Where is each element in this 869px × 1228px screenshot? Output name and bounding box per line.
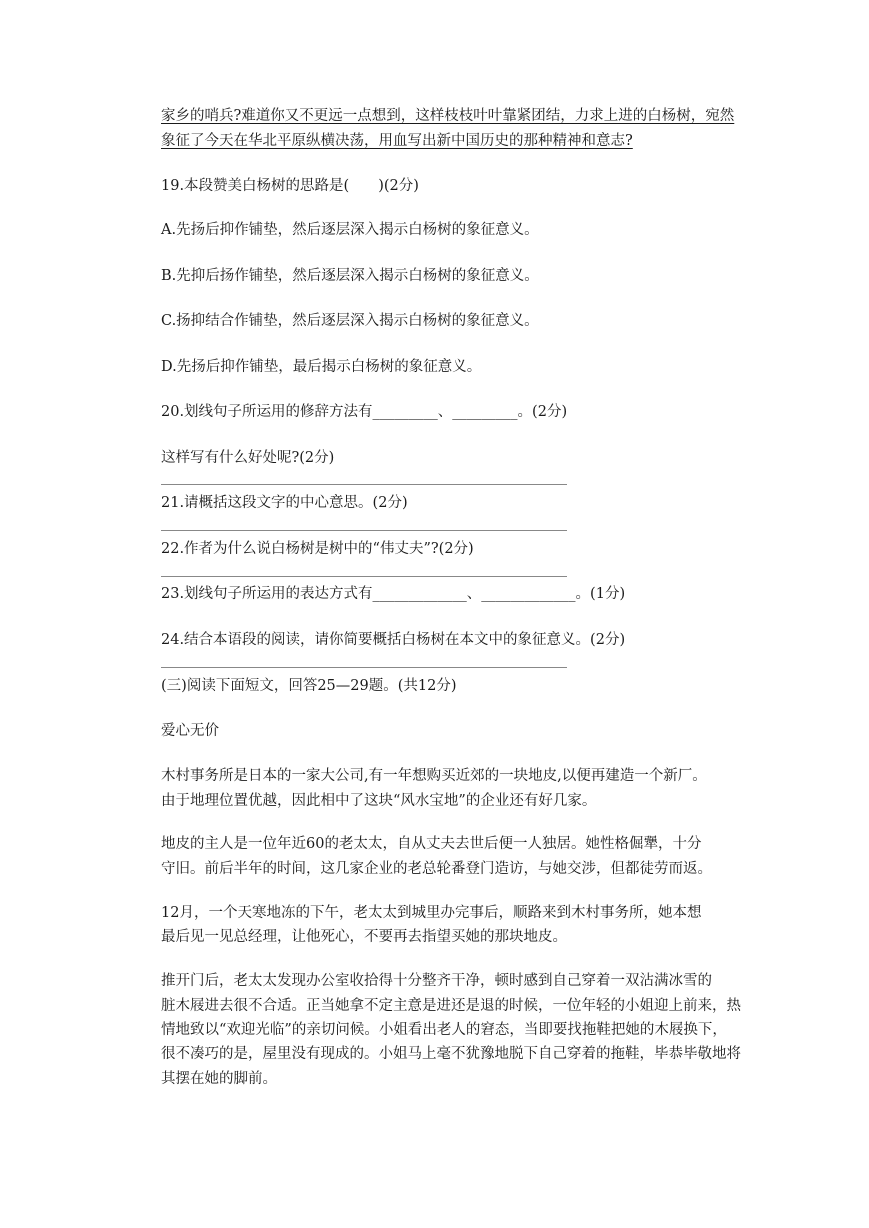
- underlined-passage-line-2: 象征了今天在华北平原纵横决荡，用血写出新中国历史的那种精神和意志?: [161, 133, 633, 149]
- passage-paragraph-4-line-2: 脏木屐进去很不合适。正当她拿不定主意是进还是退的时候，一位年轻的小姐迎上前来，热: [161, 998, 741, 1014]
- passage-title: 爱心无价: [161, 723, 219, 739]
- passage-paragraph-4-line-3: 情地致以“欢迎光临”的亲切问候。小姐看出老人的窘态，当即要找拖鞋把她的木屐换下，: [161, 1022, 727, 1038]
- passage-paragraph-4-line-4: 很不凑巧的是，屋里没有现成的。小姐马上毫不犹豫地脱下自己穿着的拖鞋，毕恭毕敬地将: [161, 1046, 741, 1062]
- passage-paragraph-2-line-2: 守旧。前后半年的时间，这几家企业的老总轮番登门造访，与她交涉，但都徒劳而返。: [161, 861, 712, 877]
- passage-paragraph-2-line-1: 地皮的主人是一位年近60的老太太，自从丈夫去世后便一人独居。她性格倔犟，十分: [161, 836, 702, 852]
- passage-paragraph-3-line-1: 12月，一个天寒地冻的下午，老太太到城里办完事后，顺路来到木村事务所，她本想: [161, 905, 702, 921]
- question-21-stem: 21.请概括这段文字的中心意思。(2分): [161, 495, 408, 511]
- question-20-stem: 20.划线句子所运用的修辞方法有_________、_________。(2分): [161, 404, 568, 420]
- question-23-stem: 23.划线句子所运用的表达方式有_____________、_____________。(1分): [161, 586, 626, 602]
- passage-paragraph-1-line-1: 木村事务所是日本的一家大公司,有一年想购买近郊的一块地皮,以便再建造一个新厂。: [161, 768, 707, 784]
- question-19-option-c: C.扬抑结合作铺垫，然后逐层深入揭示白杨树的象征意义。: [161, 313, 539, 329]
- passage-paragraph-4-line-5: 其摆在她的脚前。: [161, 1071, 277, 1087]
- question-19-option-a: A.先扬后抑作铺垫，然后逐层深入揭示白杨树的象征意义。: [161, 222, 539, 238]
- question-19-option-d: D.先扬后抑作铺垫，最后揭示白杨树的象征意义。: [161, 359, 482, 375]
- question-19-option-b: B.先抑后扬作铺垫，然后逐层深入揭示白杨树的象征意义。: [161, 268, 539, 284]
- passage-paragraph-3-line-2: 最后见一见总经理，让他死心，不要再去指望买她的那块地皮。: [161, 929, 567, 945]
- section-3-heading: (三)阅读下面短文，回答25—29题。(共12分): [161, 678, 457, 694]
- answer-line: [161, 576, 567, 577]
- answer-line: [161, 667, 567, 668]
- question-19-stem: 19.本段赞美白杨树的思路是( )(2分): [161, 178, 419, 194]
- passage-paragraph-4-line-1: 推开门后，老太太发现办公室收拾得十分整齐干净，顿时感到自己穿着一双沾满冰雪的: [161, 973, 712, 989]
- question-24-stem: 24.结合本语段的阅读，请你简要概括白杨树在本文中的象征意义。(2分): [161, 632, 626, 648]
- question-22-stem: 22.作者为什么说白杨树是树中的“伟丈夫”?(2分): [161, 541, 474, 557]
- answer-line: [161, 484, 567, 485]
- underlined-passage-line-1: 家乡的哨兵?难道你又不更远一点想到，这样枝枝叶叶靠紧团结，力求上进的白杨树，宛然: [161, 108, 735, 124]
- passage-paragraph-1-line-2: 由于地理位置优越，因此相中了这块“风水宝地”的企业还有好几家。: [161, 793, 597, 809]
- question-20-followup: 这样写有什么好处呢?(2分): [161, 450, 335, 466]
- answer-line: [161, 530, 567, 531]
